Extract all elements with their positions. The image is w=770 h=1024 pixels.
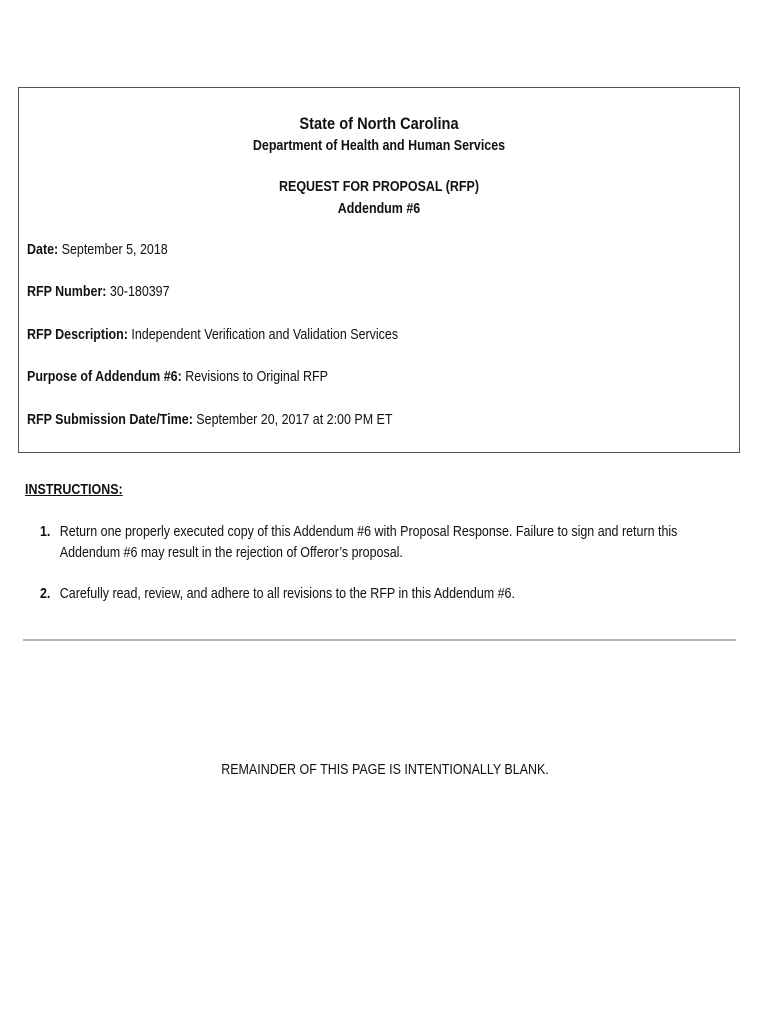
department-title: Department of Health and Human Services xyxy=(252,138,506,154)
rfp-number-label: RFP Number: xyxy=(27,284,107,300)
instruction-item xyxy=(40,522,719,564)
instruction-number: 2. xyxy=(40,586,51,602)
section-divider xyxy=(23,639,736,641)
rfp-number-field xyxy=(27,284,170,300)
submission-field xyxy=(27,412,392,428)
date-value: September 5, 2018 xyxy=(58,242,168,258)
instruction-item xyxy=(40,584,719,605)
purpose-label: Purpose of Addendum #6: xyxy=(27,369,182,385)
instruction-text: Carefully read, review, and adhere to all revisions to the RFP in this Addendum #6. xyxy=(59,586,515,602)
date-field xyxy=(27,242,168,258)
instruction-number: 1. xyxy=(40,524,51,540)
addendum-title: Addendum #6 xyxy=(337,201,421,217)
rfp-title: REQUEST FOR PROPOSAL (RFP) xyxy=(278,179,480,195)
rfp-description-label: RFP Description: xyxy=(27,327,128,343)
date-label: Date: xyxy=(27,242,59,258)
rfp-header-box xyxy=(18,87,740,453)
intentionally-blank-note: REMAINDER OF THIS PAGE IS INTENTIONALLY BLANK. xyxy=(221,762,549,778)
purpose-value: Revisions to Original RFP xyxy=(181,369,328,385)
rfp-description-field xyxy=(27,327,398,343)
instructions-list xyxy=(40,522,719,605)
rfp-description-value: Independent Verification and Validation Services xyxy=(127,327,399,343)
purpose-field xyxy=(27,369,328,385)
instruction-text: Return one properly executed copy of this Addendum #6 with Proposal Response. Failure to sign and return this Addendum #6 may result in the rejection of Offeror’s proposal. xyxy=(59,524,678,561)
submission-label: RFP Submission Date/Time: xyxy=(27,412,193,428)
submission-value: September 20, 2017 at 2:00 PM ET xyxy=(192,412,393,428)
state-title: State of North Carolina xyxy=(299,114,459,133)
instructions-heading: INSTRUCTIONS: xyxy=(25,482,123,498)
rfp-number-value: 30-180397 xyxy=(106,284,170,300)
